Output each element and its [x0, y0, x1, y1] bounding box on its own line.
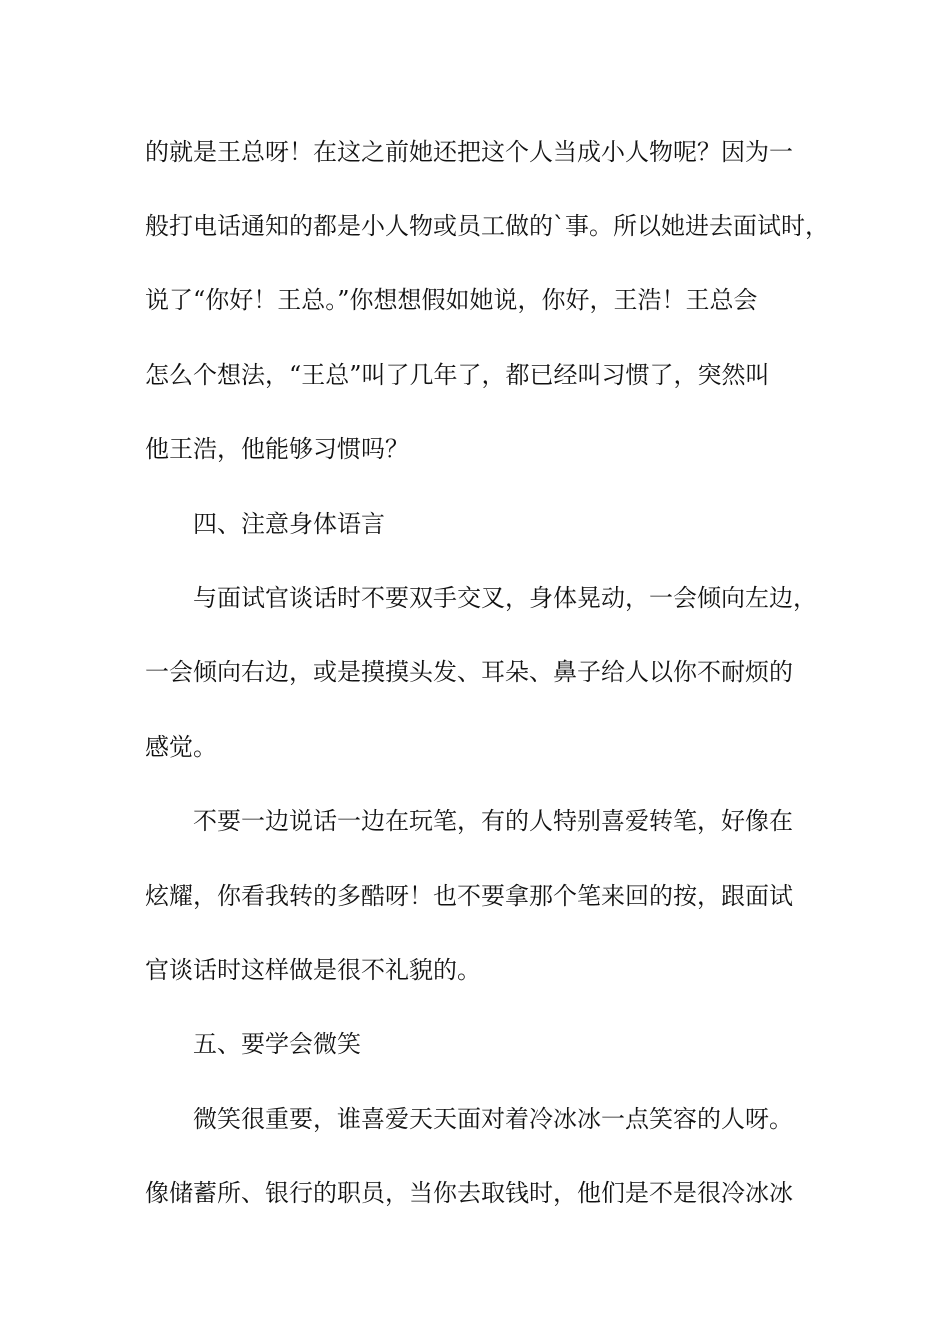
- text-line: 怎么个想法，“王总”叫了几年了，都已经叫习惯了，突然叫: [145, 361, 770, 389]
- text-line: 与面试官谈话时不要双手交叉，身体晃动，一会倾向左边，: [193, 584, 817, 612]
- text-line: 像储蓄所、银行的职员，当你去取钱时，他们是不是很冷冰冰: [145, 1179, 793, 1207]
- text-line: 他王浩，他能够习惯吗？: [145, 435, 409, 463]
- text-line: 的就是王总呀！在这之前她还把这个人当成小人物呢？因为一: [145, 138, 793, 166]
- text-line: 感觉。: [145, 733, 217, 761]
- text-line: 炫耀，你看我转的多酷呀！也不要拿那个笔来回的按，跟面试: [145, 882, 793, 910]
- text-line: 官谈话时这样做是很不礼貌的。: [145, 956, 481, 984]
- section-heading: 四、注意身体语言: [193, 510, 385, 538]
- text-line: 一会倾向右边，或是摸摸头发、耳朵、鼻子给人以你不耐烦的: [145, 658, 793, 686]
- text-line: 般打电话通知的都是小人物或员工做的`事。所以她进去面试时，: [145, 212, 829, 240]
- text-line: 说了“你好！王总。”你想想假如她说，你好，王浩！王总会: [145, 286, 758, 314]
- text-line: 微笑很重要，谁喜爱天天面对着冷冰冰一点笑容的人呀。: [193, 1105, 793, 1133]
- text-line: 不要一边说话一边在玩笔，有的人特别喜爱转笔，好像在: [193, 807, 793, 835]
- section-heading: 五、要学会微笑: [193, 1030, 361, 1058]
